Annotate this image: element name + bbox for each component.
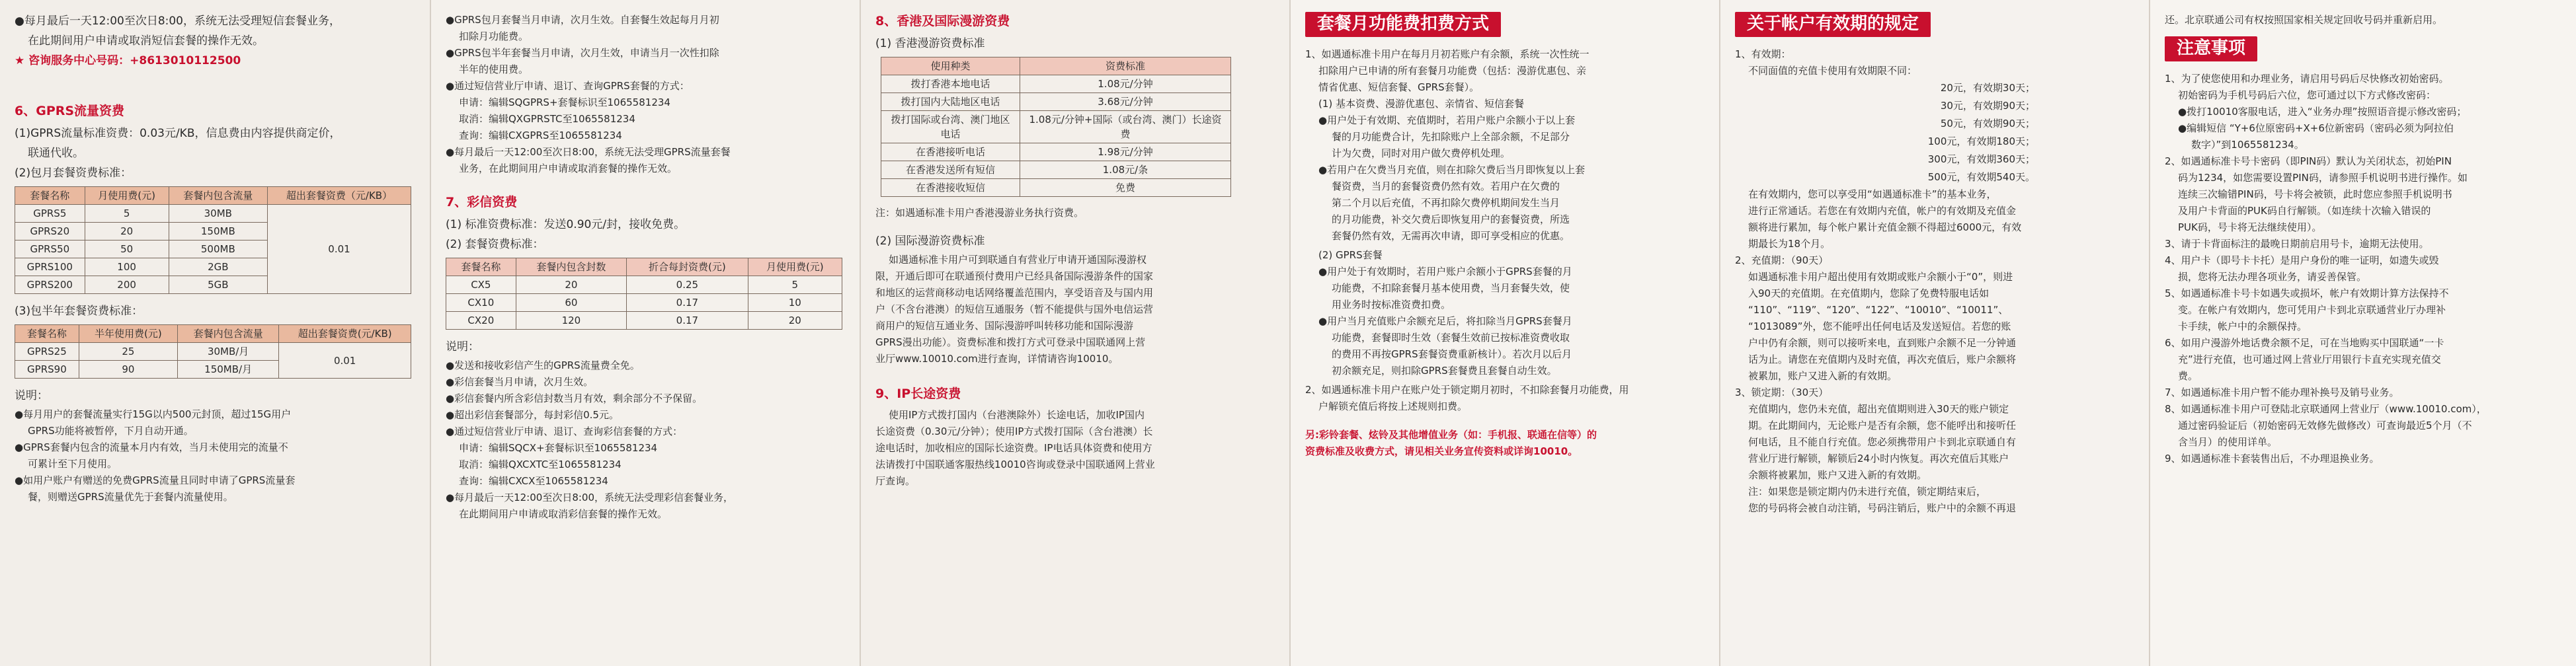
panel-notes xyxy=(2149,0,2576,666)
text-line: 查询：编辑CXGPRS至1065581234 xyxy=(459,130,622,141)
text-line: 如遇通标准卡用户可到联通自有营业厅申请开通国际漫游权 xyxy=(889,254,1147,266)
cell: 1.08元/条 xyxy=(1020,161,1231,179)
text-line: 不同面值的充值卡使用有效期限不同： xyxy=(1748,65,1917,77)
text-line: 码为1234，如您需要设置PIN码，请参照手机说明书进行操作。如 xyxy=(2178,172,2468,184)
cell: 100 xyxy=(85,258,169,276)
table-row xyxy=(15,205,411,223)
column-header: 折合每封资费(元) xyxy=(627,258,748,276)
cell: 2GB xyxy=(169,258,267,276)
text-line: 如遇通标准卡用户超出使用有效期或账户余额小于“0”，则进 xyxy=(1748,271,2013,283)
panel-gprs-mms xyxy=(430,0,860,666)
column-header: 套餐内包含流量 xyxy=(169,187,267,205)
validity-list-item: 100元，有效期180天； xyxy=(1927,135,2035,147)
cell: 在香港发送所有短信 xyxy=(881,161,1020,179)
text-line: 充”进行充值，也可通过网上营业厅用银行卡直充实现充值交 xyxy=(2178,353,2441,365)
panel-validity-rules xyxy=(1719,0,2149,666)
text-line: (1)GPRS流量标准资费：0.03元/KB，信息费由内容提供商定价， xyxy=(15,127,341,140)
mms-package-table xyxy=(446,258,842,330)
text-line: 2、充值期：（90天） xyxy=(1735,254,1829,266)
banner-title: 套餐月功能费扣费方式 xyxy=(1305,12,1501,37)
text-line: “1013089”外，您不能呼出任何电话及发送短信。若您的账 xyxy=(1748,320,2011,332)
cell: 20 xyxy=(748,312,842,330)
column-header: 月使用费(元) xyxy=(85,187,169,205)
cell: 0.17 xyxy=(627,312,748,330)
validity-list-item: 30元，有效期90天； xyxy=(1940,100,2035,112)
text-line: 4、用户卡（即号卡卡托）是用户身份的唯一证明，如遗失或毁 xyxy=(2165,254,2439,266)
cell: 120 xyxy=(516,312,626,330)
text-line: 限，开通后即可在联通预付费用户已经具备国际漫游条件的国家 xyxy=(875,270,1154,282)
text-line: ●通过短信营业厅申请、退订、查询GPRS套餐的方式： xyxy=(446,80,690,92)
cell: 50 xyxy=(85,240,169,258)
cell: 在香港接听电话 xyxy=(881,143,1020,161)
text-line: 及用户卡背面的PUK码自行解锁。（如连续十次输入错误的 xyxy=(2178,205,2431,217)
text-line: ●发送和接收彩信产生的GPRS流量费全免。 xyxy=(446,359,640,371)
cell: 在香港接收短信 xyxy=(881,179,1020,197)
column-header: 套餐内包含封数 xyxy=(516,258,626,276)
column-header: 套餐内包含流量 xyxy=(177,325,278,343)
validity-list-item: 20元，有效期30天； xyxy=(1940,82,2035,94)
text-line: ●通过短信营业厅申请、退订、查询彩信套餐的方式： xyxy=(446,426,683,437)
text-line: 户（不含台港澳）的短信互通服务（暂不能提供与国外电信运营 xyxy=(875,303,1154,315)
text-line: ●编辑短信 “Y+6位原密码+X+6位新密码（密码必须为阿拉伯 xyxy=(2178,122,2454,134)
validity-list-item: 500元，有效期540天。 xyxy=(1927,171,2035,183)
text-line: 业务，在此期间用户申请或取消套餐的操作无效。 xyxy=(459,163,678,174)
text-line: 半年的使用费。 xyxy=(459,63,529,75)
table-row xyxy=(881,93,1231,111)
cell: 3.68元/分钟 xyxy=(1020,93,1231,111)
text-line: 途电话时，加收相应的国际长途资费。IP电话具体资费和使用方 xyxy=(875,442,1152,454)
cell: 500MB xyxy=(169,240,267,258)
text-line: 使用IP方式拨打国内（台港澳除外）长途电话，加收IP国内 xyxy=(889,409,1145,421)
cell: 1.08元/分钟+国际（或台湾、澳门）长途资费 xyxy=(1020,111,1231,143)
footnote: 另:彩铃套餐、炫铃及其他增值业务（如：手机报、联通在信等）的 xyxy=(1305,429,1597,441)
text-line: 套餐仍然有效，无需再次申请，即可享受相应的优惠。 xyxy=(1332,230,1570,242)
cell: 20 xyxy=(85,223,169,240)
text-line: (2) 套餐资费标准： xyxy=(446,238,544,251)
text-line: 情省优惠、短信套餐、GPRS套餐）。 xyxy=(1318,81,1480,93)
subsection-label: (2) GPRS套餐 xyxy=(1318,249,1383,261)
cell: 1.98元/分钟 xyxy=(1020,143,1231,161)
text-line: (1) 标准资费标准：发送0.90元/封，接收免费。 xyxy=(446,218,686,231)
subsection-label: (1) 基本资费、漫游优惠包、亲情省、短信套餐 xyxy=(1318,98,1525,110)
text-line: 营业厅进行解锁，解锁后24小时内恢复。再次充值后其账户 xyxy=(1748,453,2009,464)
table-row xyxy=(446,312,842,330)
panel-roaming-ip xyxy=(860,0,1289,666)
text-line: 2、如遇通标准卡用户在账户处于锁定期月初时，不扣除套餐月功能费，用 xyxy=(1305,384,1629,396)
cell: 5 xyxy=(748,276,842,294)
hk-roaming-table xyxy=(881,57,1231,197)
text-line: 5、如遇通标准卡号卡如遇失或损坏，帐户有效期计算方法保持不 xyxy=(2165,287,2449,299)
text-line: ●每月最后一天12:00至次日8:00，系统无法受理GPRS流量套餐 xyxy=(446,146,731,158)
text-line: 3、请于卡背面标注的最晚日期前启用号卡，逾期无法使用。 xyxy=(2165,238,2429,250)
text-line: 变。在帐户有效期内，您可凭用户卡到北京联通营业厅办理补 xyxy=(2178,304,2446,316)
text-line: 注：如果您是锁定期内仍未进行充值，锁定期结束后， xyxy=(1748,486,1987,498)
text-line: ●彩信套餐内所含彩信封数当月有效，剩余部分不予保留。 xyxy=(446,392,703,404)
text-line: ●拨打10010客服电话，进入“业务办理”按照语音提示修改密码； xyxy=(2178,106,2467,118)
note-title: 说明： xyxy=(446,340,479,353)
text-line: 1、如遇通标准卡用户在每月月初若账户有余额，系统一次性统一 xyxy=(1305,48,1590,60)
cell: 10 xyxy=(748,294,842,312)
cell: 拨打国内大陆地区电话 xyxy=(881,93,1020,111)
table-row xyxy=(446,294,842,312)
text-line: 扣除月功能费。 xyxy=(459,30,529,42)
text-line: 在有效期内，您可以享受用“如遇通标准卡”的基本业务， xyxy=(1748,188,1997,200)
text-line: 6、如用户漫游外地话费余额不足，可在当地购买中国联通“一卡 xyxy=(2165,337,2444,349)
table-label: (2)包月套餐资费标准： xyxy=(15,166,132,180)
text-line: ●GPRS包半年套餐当月申请，次月生效，申请当月一次性扣除 xyxy=(446,47,719,59)
text-line: 在此期间用户申请或取消彩信套餐的操作无效。 xyxy=(459,508,668,520)
section-title-roaming: 8、香港及国际漫游资费 xyxy=(875,14,1010,28)
cell: 25 xyxy=(79,343,177,361)
cell: 20 xyxy=(516,276,626,294)
text-line: 业厅www.10010.com进行查询，详情请咨询10010。 xyxy=(875,353,1119,365)
gprs-halfyear-table xyxy=(15,324,411,379)
text-line: 1、为了使您使用和办理业务，请启用号码后尽快修改初始密码。 xyxy=(2165,73,2449,85)
note-title: 说明： xyxy=(15,389,48,402)
gprs-monthly-table xyxy=(15,186,411,294)
text-line: ●彩信套餐当月申请，次月生效。 xyxy=(446,376,594,388)
text-line: 3、锁定期：（30天） xyxy=(1735,387,1829,398)
cell: 90 xyxy=(79,361,177,379)
text-line: GPRS漫出功能）。资费标准和拨打方式可登录中国联通网上营 xyxy=(875,336,1146,348)
text-line: ●若用户在欠费当月充值，则在扣除欠费后当月即恢复以上套 xyxy=(1318,164,1586,176)
text-line: 计为欠费，同时对用户做欠费停机处理。 xyxy=(1332,147,1511,159)
text-line: 进行正常通话。若您在有效期内充值，帐户的有效期及充值金 xyxy=(1748,205,2017,217)
text-line: 费。 xyxy=(2178,370,2198,382)
text-line: 2、如遇通标准卡号卡密码（即PIN码）默认为关闭状态，初始PIN xyxy=(2165,155,2452,167)
text-line: 户中仍有余额，则可以接听来电，直到账户余额不足一分钟通 xyxy=(1748,337,2017,349)
text-line: ●用户处于有效期时，若用户账户余额小于GPRS套餐的月 xyxy=(1318,266,1572,278)
text-line: 初始密码为手机号码后六位，您可通过以下方式修改密码： xyxy=(2178,89,2436,101)
text-line: ●用户处于有效期、充值期时，若用户账户余额小于以上套 xyxy=(1318,114,1576,126)
text-line: 申请：编辑SQCX+套餐标识至1065581234 xyxy=(459,442,658,454)
cell: 30MB/月 xyxy=(177,343,278,361)
text-line: 余额将被累加，账户又进入新的有效期。 xyxy=(1748,469,1927,481)
text-line: 连续三次输错PIN码，号卡将会被锁，此时您应参照手机说明书 xyxy=(2178,188,2452,200)
text-line: “110”、“119”、“120”、“122”、“10010”、“10011”、 xyxy=(1748,304,2009,316)
text-line: 通过密码验证后（初始密码无效修先做修改）可查询最近5个月（不 xyxy=(2178,420,2472,431)
text-line: 餐资费，当月的套餐资费仍然有效。若用户在欠费的 xyxy=(1332,180,1560,192)
text-line: 功能费，套餐即时生效（套餐生效前已按标准资费收取 xyxy=(1332,332,1570,344)
text-line: 初余额充足，则扣除GPRS套餐费且套餐自动生效。 xyxy=(1332,365,1557,377)
cell: 60 xyxy=(516,294,626,312)
banner-title: 关于帐户有效期的规定 xyxy=(1735,12,1931,37)
panel-sms-gprs xyxy=(0,0,430,666)
cell: GPRS100 xyxy=(15,258,85,276)
text-line: 和地区的运营商移动电话网络覆盖范围内，享受语音及与国内用 xyxy=(875,287,1154,299)
column-header: 套餐名称 xyxy=(446,258,516,276)
text-line: 长途资费（0.30元/分钟）；使用IP方式拨打国际（含台港澳）长 xyxy=(875,426,1153,437)
text-line: 被累加，账户又进入新的有效期。 xyxy=(1748,370,1898,382)
table-label: (1) 香港漫游资费标准 xyxy=(875,37,985,50)
column-header: 超出套餐资费（元/KB） xyxy=(268,187,411,205)
table-label: (3)包半年套餐资费标准： xyxy=(15,305,143,318)
text-line: 额将进行累加，每个帐户累计充值金额不得超过6000元，有效 xyxy=(1748,221,2022,233)
text-line: 申请：编辑SQGPRS+套餐标识至1065581234 xyxy=(459,96,670,108)
cell: 5 xyxy=(85,205,169,223)
text-line: ●每月最后一天12:00至次日8:00，系统无法受理短信套餐业务， xyxy=(15,15,341,28)
validity-list-item: 300元，有效期360天； xyxy=(1927,153,2035,165)
text-line: ●GPRS包月套餐当月申请，次月生效。自套餐生效起每月月初 xyxy=(446,14,719,26)
text-line: 厅查询。 xyxy=(875,475,916,487)
cell: 拨打香港本地电话 xyxy=(881,75,1020,93)
cell: 200 xyxy=(85,276,169,294)
text-line: 第二个月以后充值，不再扣除欠费停机期间发生当月 xyxy=(1332,197,1560,209)
text-line: 损，您将无法办理各项业务，请妥善保管。 xyxy=(2178,271,2367,283)
text-line: 入90天的充值期。在充值期内，您除了免费特服电话如 xyxy=(1748,287,1990,299)
table-row xyxy=(15,343,411,361)
text-line: 商用户的短信互通业务、国际漫游呼叫转移功能和国际漫游 xyxy=(875,320,1134,332)
text-line: 扣除用户已申请的所有套餐月功能费（包括：漫游优惠包、亲 xyxy=(1318,65,1587,77)
text-line: 8、如遇通标准卡用户可登陆北京联通网上营业厅（www.10010.com）， xyxy=(2165,403,2487,415)
cell: 0.01 xyxy=(268,205,411,294)
text-line: 餐，则赠送GPRS流量优先于套餐内流量使用。 xyxy=(28,491,233,503)
text-line: 用业务时按标准资费扣费。 xyxy=(1332,299,1451,311)
text-line: 注：如遇通标准卡用户香港漫游业务执行资费。 xyxy=(875,207,1084,219)
column-header: 使用种类 xyxy=(881,57,1020,75)
section-title-gprs: 6、GPRS流量资费 xyxy=(15,104,125,118)
text-line: ●GPRS套餐内包含的流量本月内有效，当月未使用完的流量不 xyxy=(15,441,288,453)
cell: 1.08元/分钟 xyxy=(1020,75,1231,93)
text-line: 的费用不再按GPRS套餐资费重新核计）。若次月以后月 xyxy=(1332,348,1572,360)
table-row xyxy=(881,143,1231,161)
cell: 150MB xyxy=(169,223,267,240)
cell: 0.17 xyxy=(627,294,748,312)
text-line: 卡手续，帐户中的余额保持。 xyxy=(2178,320,2308,332)
column-header: 月使用费(元) xyxy=(748,258,842,276)
subsection-label: (2) 国际漫游资费标准 xyxy=(875,235,985,248)
text-line: 含当月）的使用详单。 xyxy=(2178,436,2278,448)
text-line: 您的号码将会被自动注销，号码注销后，账户中的余额不再退 xyxy=(1748,502,2017,514)
banner-title: 注意事项 xyxy=(2165,36,2257,61)
cell: GPRS25 xyxy=(15,343,79,361)
hotline: ★ 咨询服务中心号码：+8613010112500 xyxy=(15,54,241,67)
text-line: 餐的月功能费合计，先扣除账户上全部余额，不足部分 xyxy=(1332,131,1570,143)
text-line: 还。北京联通公司有权按照国家相关规定回收号码并重新启用。 xyxy=(2165,14,2443,26)
cell: CX5 xyxy=(446,276,516,294)
text-line: 户解锁充值后将按上述规则扣费。 xyxy=(1318,400,1468,412)
text-line: 可累计至下月使用。 xyxy=(28,458,118,470)
text-line: ●每月用户的套餐流量实行15G以内500元封顶，超过15G用户 xyxy=(15,408,292,420)
table-row xyxy=(881,111,1231,143)
cell: 0.25 xyxy=(627,276,748,294)
column-header: 套餐名称 xyxy=(15,187,85,205)
text-line: 9、如遇通标准卡套装售出后，不办理退换业务。 xyxy=(2165,453,2380,464)
cell: GPRS20 xyxy=(15,223,85,240)
text-line: 联通代收。 xyxy=(28,147,84,160)
cell: 免费 xyxy=(1020,179,1231,197)
text-line: 法请拨打中国联通客服热线10010咨询或登录中国联通网上营业 xyxy=(875,459,1155,470)
text-line: PUK码，号卡将无法继续使用）。 xyxy=(2178,221,2322,233)
text-line: 期。在此期间内，无论账户是否有余额，您不能呼出和接听任 xyxy=(1748,420,2017,431)
footnote: 资费标准及收费方式，请见相关业务宣传资料或详询10010。 xyxy=(1305,445,1578,457)
cell: 150MB/月 xyxy=(177,361,278,379)
table-row xyxy=(881,161,1231,179)
section-title-mms: 7、彩信资费 xyxy=(446,195,518,209)
cell: CX20 xyxy=(446,312,516,330)
cell: GPRS90 xyxy=(15,361,79,379)
text-line: 1、有效期： xyxy=(1735,48,1791,60)
section-title-ip: 9、IP长途资费 xyxy=(875,387,961,401)
text-line: 在此期间用户申请或取消短信套餐的操作无效。 xyxy=(28,34,264,48)
text-line: 话为止。请您在充值期内及时充值，再次充值后，账户余额将 xyxy=(1748,353,2017,365)
cell: 拨打国际或台湾、澳门地区电话 xyxy=(881,111,1020,143)
table-row xyxy=(881,179,1231,197)
text-line: 充值期内，您仍未充值，超出充值期则进入30天的账户锁定 xyxy=(1748,403,2009,415)
cell: GPRS50 xyxy=(15,240,85,258)
column-header: 套餐名称 xyxy=(15,325,79,343)
column-header: 超出套餐资费(元/KB) xyxy=(279,325,411,343)
text-line: 期最长为18个月。 xyxy=(1748,238,1831,250)
validity-list-item: 50元，有效期90天； xyxy=(1940,118,2035,130)
table-row xyxy=(881,75,1231,93)
text-line: 何电话，且不能自行充值。您必须携带用户卡到北京联通自有 xyxy=(1748,436,2017,448)
text-line: 取消：编辑QXCXTC至1065581234 xyxy=(459,459,622,470)
text-line: ●每月最后一天12:00至次日8:00，系统无法受理彩信套餐业务， xyxy=(446,492,734,503)
text-line: 查询：编辑CXCX至1065581234 xyxy=(459,475,608,487)
table-row xyxy=(446,276,842,294)
text-line: 7、如遇通标准卡用户暂不能办理补换号及销号业务。 xyxy=(2165,387,2399,398)
text-line: GPRS功能将被暂停，下月自动开通。 xyxy=(28,425,194,437)
text-line: 功能费，不扣除套餐月基本使用费，当月套餐失效，使 xyxy=(1332,282,1570,294)
text-line: 的月功能费，补交欠费后即恢复用户的套餐资费，所选 xyxy=(1332,213,1570,225)
cell: CX10 xyxy=(446,294,516,312)
panel-monthly-fee-deduction xyxy=(1289,0,1719,666)
text-line: 数字）”到1065581234。 xyxy=(2191,139,2304,151)
column-header: 资费标准 xyxy=(1020,57,1231,75)
text-line: ●用户当月充值账户余额充足后，将扣除当月GPRS套餐月 xyxy=(1318,315,1572,327)
column-header: 半年使用费(元) xyxy=(79,325,177,343)
cell: GPRS5 xyxy=(15,205,85,223)
cell: GPRS200 xyxy=(15,276,85,294)
cell: 5GB xyxy=(169,276,267,294)
cell: 30MB xyxy=(169,205,267,223)
text-line: ●如用户账户有赠送的免费GPRS流量且同时申请了GPRS流量套 xyxy=(15,474,296,486)
text-line: ●超出彩信套餐部分，每封彩信0.5元。 xyxy=(446,409,619,421)
cell: 0.01 xyxy=(279,343,411,379)
text-line: 取消：编辑QXGPRSTC至1065581234 xyxy=(459,113,635,125)
